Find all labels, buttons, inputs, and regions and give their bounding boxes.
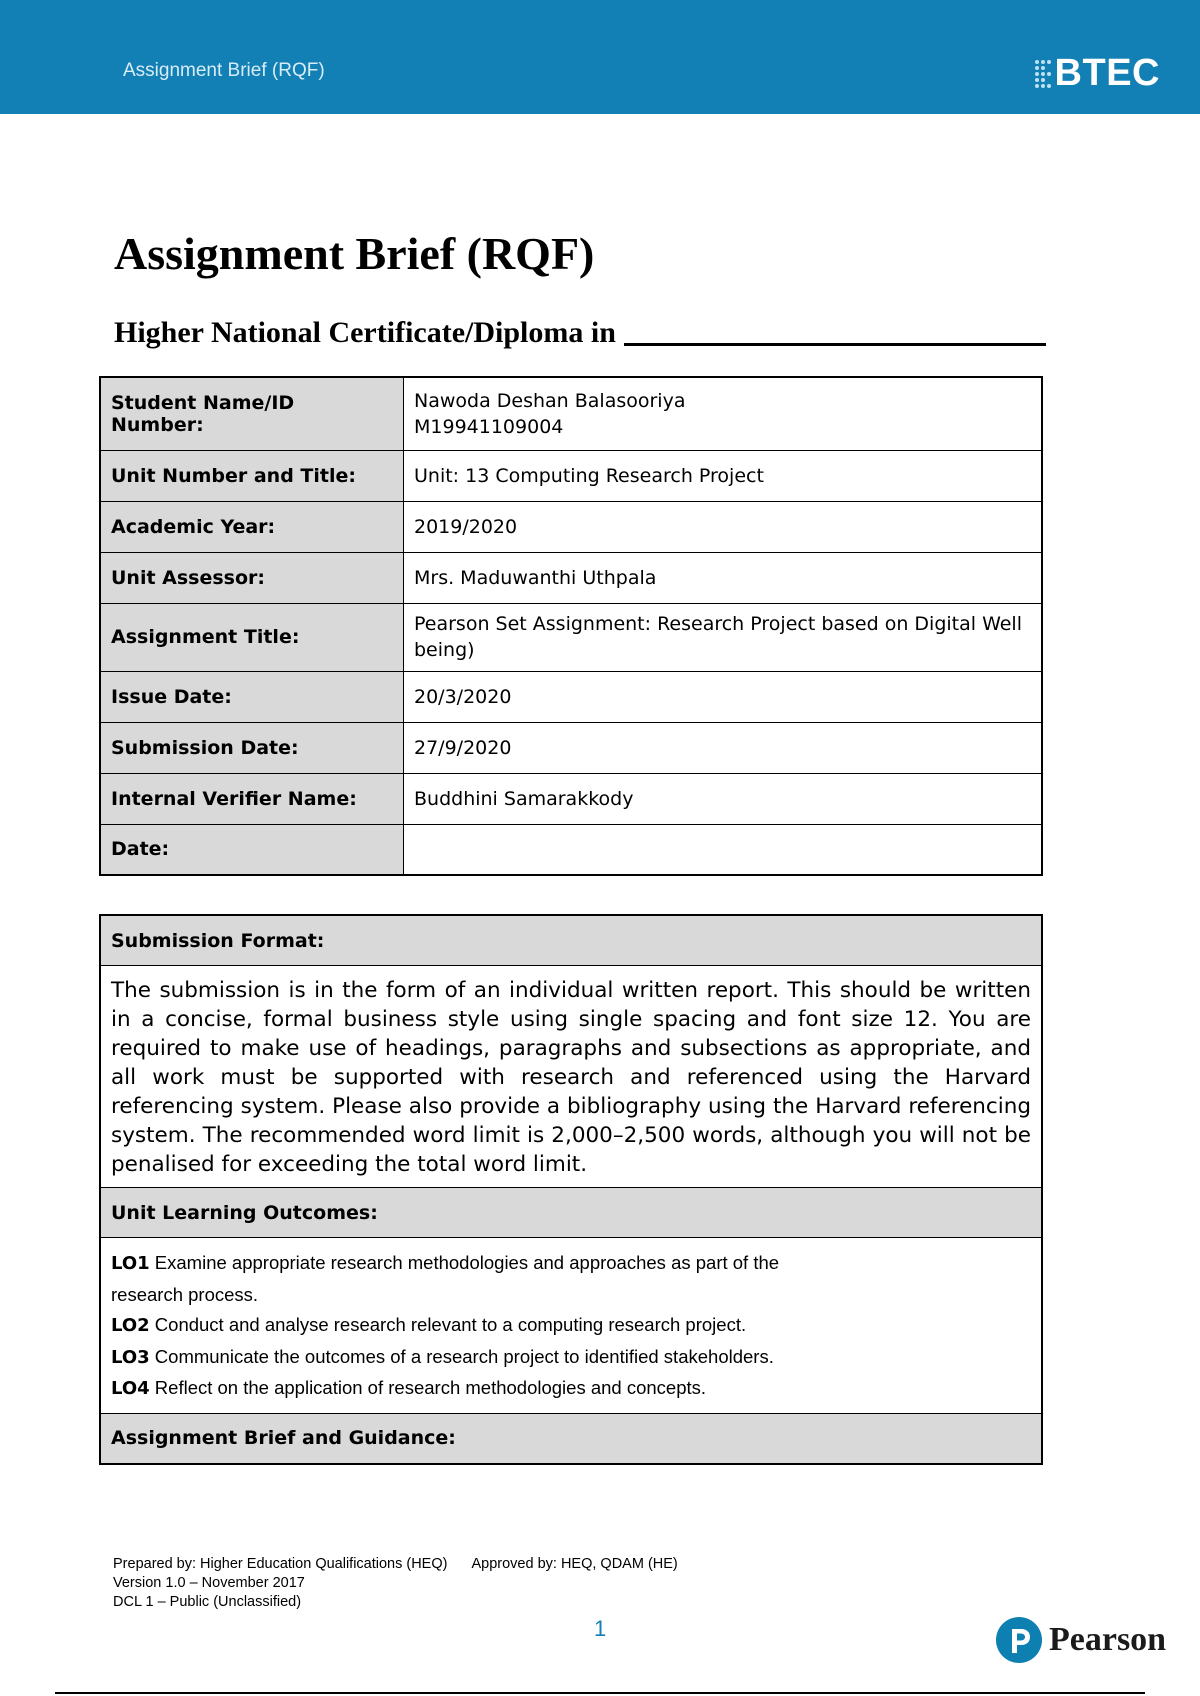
- learning-outcomes-list: [111, 1238, 1031, 1413]
- list-item: [111, 1342, 1031, 1374]
- issue-date-value: 20/3/2020: [404, 671, 1043, 722]
- version-line: Version 1.0 – November 2017: [113, 1575, 305, 1591]
- header-band: [0, 0, 1200, 114]
- btec-dots-icon: [1033, 57, 1053, 91]
- submission-format-cell: [100, 966, 1042, 1188]
- table-row: [100, 603, 1042, 671]
- outcome-code: LO2: [111, 1315, 150, 1336]
- outcome-text: Reflect on the application of research methodologies and concepts.: [154, 1377, 707, 1398]
- learning-outcomes-heading: Unit Learning Outcomes:: [100, 1188, 1042, 1238]
- table-row: [100, 915, 1042, 966]
- bottom-rule: [55, 1692, 1145, 1694]
- assignment-info-table: [99, 376, 1043, 876]
- btec-logo: [1033, 52, 1160, 95]
- pearson-p-icon: [995, 1616, 1043, 1664]
- table-row: [100, 552, 1042, 603]
- student-id: M19941109004: [414, 415, 564, 438]
- btec-logo-text: BTEC: [1054, 52, 1160, 94]
- table-row: [100, 824, 1042, 875]
- table-row: [100, 671, 1042, 722]
- pearson-logo: [995, 1616, 1166, 1664]
- classification-line: DCL 1 – Public (Unclassified): [113, 1594, 302, 1610]
- submission-brief-table: [99, 914, 1043, 1465]
- table-row: [100, 966, 1042, 1188]
- table-row: [100, 1238, 1042, 1414]
- student-value: [404, 377, 1043, 450]
- prepared-by: Prepared by: Higher Education Qualifications (HEQ): [113, 1556, 448, 1572]
- date-label: Date:: [100, 824, 404, 875]
- learning-outcomes-cell: [100, 1238, 1042, 1414]
- outcome-text: Examine appropriate research methodologies and approaches as part of the: [154, 1252, 780, 1273]
- subtitle-text: Higher National Certificate/Diploma in: [114, 316, 616, 349]
- verifier-value: Buddhini Samarakkody: [404, 773, 1043, 824]
- submission-date-label: Submission Date:: [100, 722, 404, 773]
- list-item: [111, 1310, 1031, 1342]
- table-row: [100, 1413, 1042, 1464]
- table-row: [100, 450, 1042, 501]
- table-row: [100, 722, 1042, 773]
- submission-format-text: The submission is in the form of an individual written report. This should be written in a concise, formal business style using single spacing and font size 12. You are required to make use of headings, paragraphs and subsections as appropriate, and all work must be supported with research and referenced using the Harvard referencing system. Please also provide a bibliography using the Harvard referencing system. The recommended word limit is 2,000–2,500 words, although you will not be penalised for exceeding the total word limit.: [111, 978, 1031, 1177]
- assignment-title-label: Assignment Title:: [100, 603, 404, 671]
- assessor-value: Mrs. Maduwanthi Uthpala: [404, 552, 1043, 603]
- outcome-text: Conduct and analyse research relevant to a computing research project.: [154, 1314, 747, 1335]
- assessor-label: Unit Assessor:: [100, 552, 404, 603]
- outcome-code: LO3: [111, 1346, 150, 1368]
- table-row: [100, 1188, 1042, 1238]
- document-subtitle: [114, 314, 1046, 352]
- submission-format-heading: Submission Format:: [100, 915, 1042, 966]
- footer-prepared-approved: [113, 1555, 678, 1574]
- unit-label: Unit Number and Title:: [100, 450, 404, 501]
- table-row: [100, 377, 1042, 450]
- table-row: [100, 773, 1042, 824]
- student-name: Nawoda Deshan Balasooriya: [414, 389, 686, 412]
- year-value: 2019/2020: [404, 501, 1043, 552]
- outcome-code: LO4: [111, 1378, 150, 1399]
- student-label: Student Name/ID Number:: [100, 377, 404, 450]
- guidance-heading: Assignment Brief and Guidance:: [100, 1413, 1042, 1464]
- unit-value: Unit: 13 Computing Research Project: [404, 450, 1043, 501]
- table-row: [100, 501, 1042, 552]
- list-item: [111, 1248, 1031, 1280]
- outcome-code: LO1: [111, 1253, 150, 1274]
- outcome-text: Communicate the outcomes of a research project to identified stakeholders.: [154, 1345, 774, 1367]
- year-label: Academic Year:: [100, 501, 404, 552]
- list-item: [111, 1373, 1031, 1405]
- assignment-title-value: Pearson Set Assignment: Research Project based on Digital Well being): [404, 603, 1043, 671]
- pearson-logo-text: Pearson: [1049, 1621, 1167, 1658]
- approved-by: Approved by: HEQ, QDAM (HE): [471, 1556, 678, 1572]
- outcome-text-continued: research process.: [111, 1283, 259, 1305]
- subtitle-blank-line: [624, 343, 1046, 346]
- header-title: Assignment Brief (RQF): [123, 60, 325, 81]
- verifier-label: Internal Verifier Name:: [100, 773, 404, 824]
- issue-date-label: Issue Date:: [100, 671, 404, 722]
- document-title: Assignment Brief (RQF): [114, 228, 595, 279]
- submission-date-value: 27/9/2020: [404, 722, 1043, 773]
- page-number: 1: [594, 1616, 607, 1641]
- footer-notes: [113, 1555, 678, 1612]
- date-value: [404, 824, 1043, 875]
